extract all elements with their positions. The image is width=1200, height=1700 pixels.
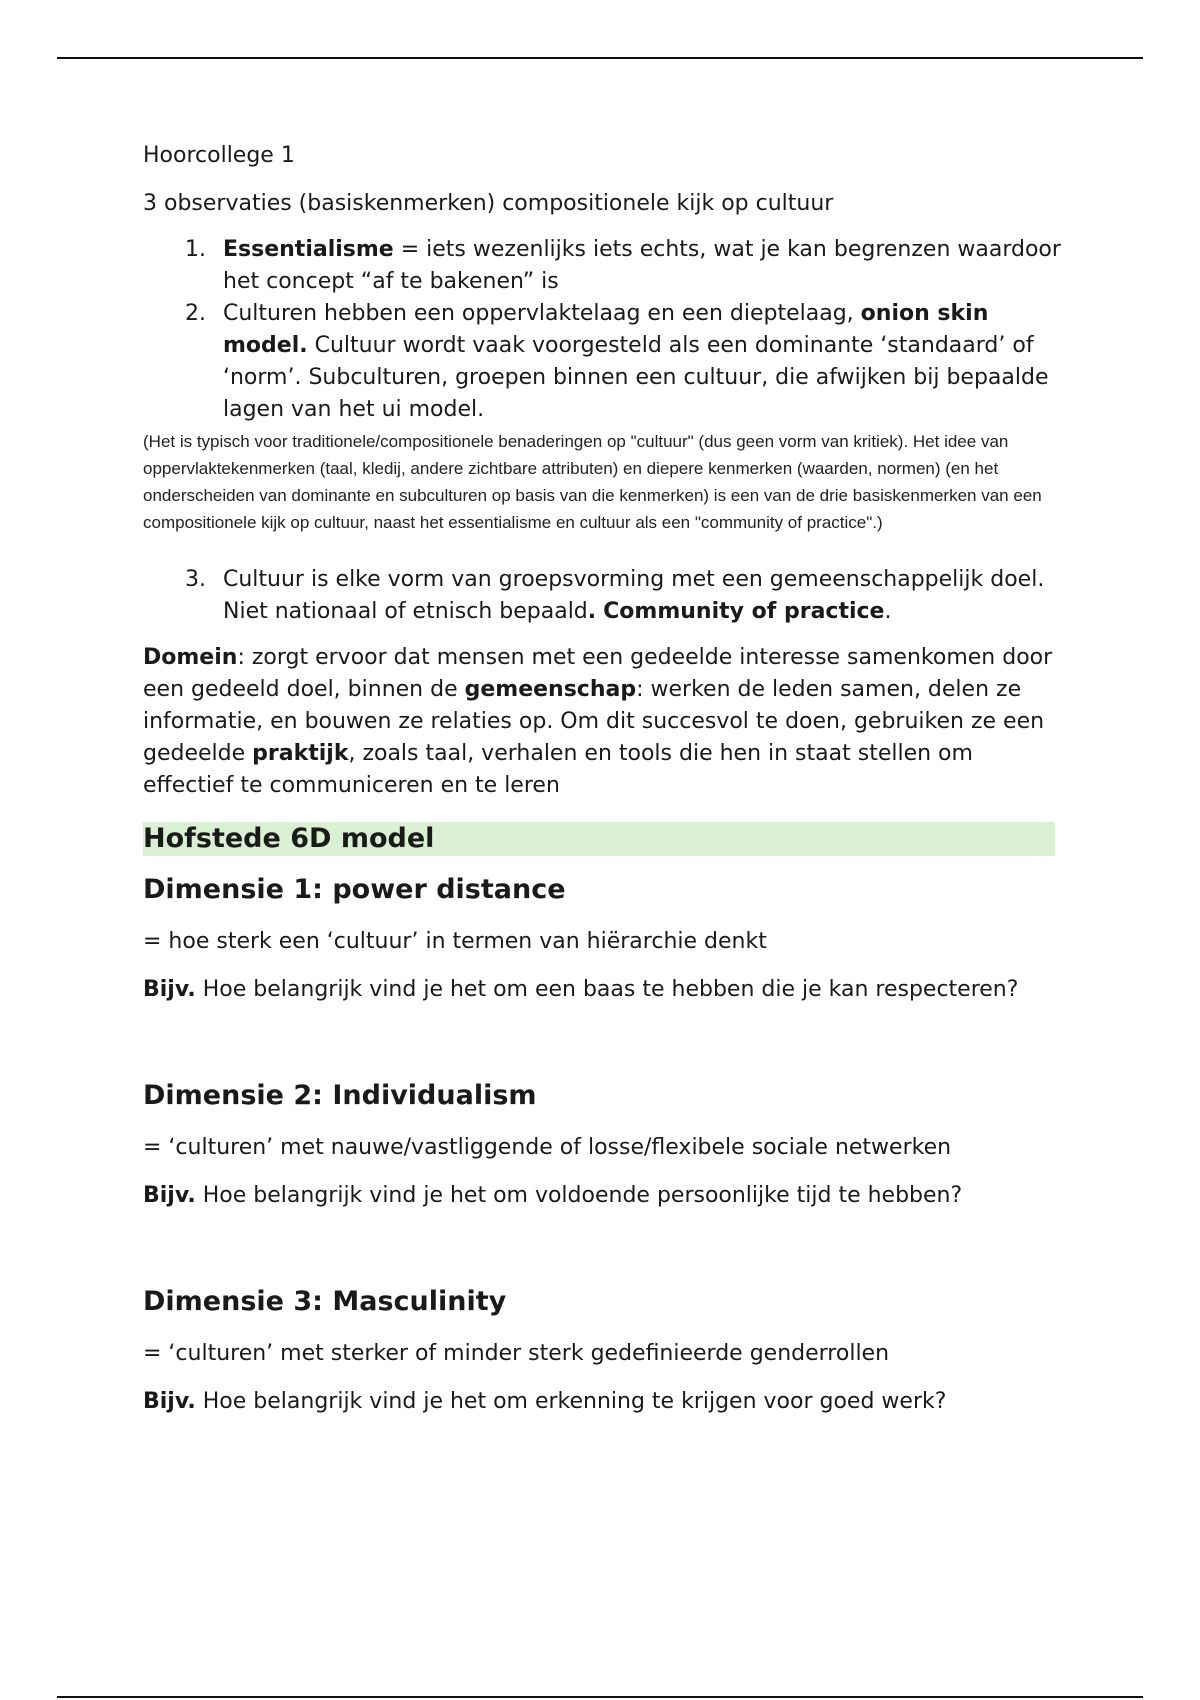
dimension-3-heading: Dimensie 3: Masculinity: [143, 1286, 507, 1317]
term-community-of-practice: Community of practice: [603, 599, 885, 624]
observation-item-3: [143, 564, 1063, 628]
dimension-3-example: [143, 1386, 1063, 1418]
footer-rule: [57, 1696, 1143, 1698]
paragraph-text: : werken de leden samen, delen ze informatie, en bouwen ze relaties op. Om dit succesvol te doen, gebruiken ze een gedeelde: [143, 677, 1045, 766]
dimension-2-example: [143, 1180, 1063, 1212]
dimension-1-example: [143, 974, 1063, 1006]
list-number: 2.: [185, 301, 206, 326]
example-text: Hoe belangrijk vind je het om voldoende persoonlijke tijd te hebben?: [195, 1183, 963, 1208]
hofstede-heading: Hofstede 6D model: [143, 822, 1055, 856]
example-label: Bijv.: [143, 1183, 196, 1208]
lecture-title: Hoorcollege 1: [143, 143, 295, 168]
dimension-1-heading: Dimensie 1: power distance: [143, 874, 566, 905]
domain-paragraph: [143, 642, 1063, 802]
dimension-2-heading: Dimensie 2: Individualism: [143, 1080, 537, 1111]
term-gemeenschap: gemeenschap: [464, 677, 637, 702]
observations-list-continued: [143, 564, 1063, 628]
term-domein: Domein: [143, 645, 238, 670]
dimension-3-definition: = ‘culturen’ met sterker of minder sterk gedefinieerde genderrollen: [143, 1341, 890, 1366]
observations-list: [143, 234, 1063, 426]
dimension-1-definition: = hoe sterk een ‘cultuur’ in termen van hiërarchie denkt: [143, 929, 767, 954]
example-label: Bijv.: [143, 977, 196, 1002]
observation-item-2: [143, 298, 1063, 426]
example-text: Hoe belangrijk vind je het om een baas te hebben die je kan respecteren?: [195, 977, 1019, 1002]
observation-text: Cultuur wordt vaak voorgesteld als een dominante ‘standaard’ of ‘norm’. Subculturen, groepen binnen een cultuur, die afwijken bij bepaalde lagen van het ui model.: [223, 333, 1049, 422]
bold-period: .: [587, 599, 597, 624]
onion-model-note: (Het is typisch voor traditionele/compositionele benaderingen op "cultuur" (dus geen vorm van kritiek). Het idee van oppervlaktekenmerken (taal, kledij, andere zichtbare attributen) en diepere kenmerken (waarden, normen) (en het onderscheiden van dominante en subculturen op basis van die kenmerken) is een van de drie basiskenmerken van een compositionele kijk op cultuur, naast het essentialisme en cultuur als een "community of practice".): [143, 432, 1042, 532]
observation-text: .: [884, 599, 892, 624]
dimension-2-definition: = ‘culturen’ met nauwe/vastliggende of losse/flexibele sociale netwerken: [143, 1135, 952, 1160]
observation-text: = iets wezenlijks iets echts, wat je kan begrenzen waardoor het concept “af te bakenen” is: [223, 237, 1061, 294]
term-essentialisme: Essentialisme: [223, 237, 394, 262]
term-praktijk: praktijk: [252, 741, 349, 766]
observation-text: Cultuur is elke vorm van groepsvorming met een gemeenschappelijk doel. Niet nationaal of etnisch bepaald: [223, 567, 1045, 624]
list-number: 3.: [185, 567, 206, 592]
example-text: Hoe belangrijk vind je het om erkenning te krijgen voor goed werk?: [195, 1389, 947, 1414]
example-label: Bijv.: [143, 1389, 196, 1414]
observation-item-1: [143, 234, 1063, 298]
list-number: 1.: [185, 237, 206, 262]
paragraph-text: : zorgt ervoor dat mensen met een gedeelde interesse samenkomen door een gedeeld doel, binnen de: [143, 645, 1053, 702]
header-rule: [57, 57, 1143, 59]
paragraph-text: , zoals taal, verhalen en tools die hen in staat stellen om effectief te communiceren en te leren: [143, 741, 973, 798]
term-onion-skin-model: onion skin model.: [223, 301, 989, 358]
observations-intro: 3 observaties (basiskenmerken) compositionele kijk op cultuur: [143, 191, 834, 216]
observation-text: Culturen hebben een oppervlaktelaag en een dieptelaag,: [223, 301, 861, 326]
document-body: [143, 140, 1063, 1418]
